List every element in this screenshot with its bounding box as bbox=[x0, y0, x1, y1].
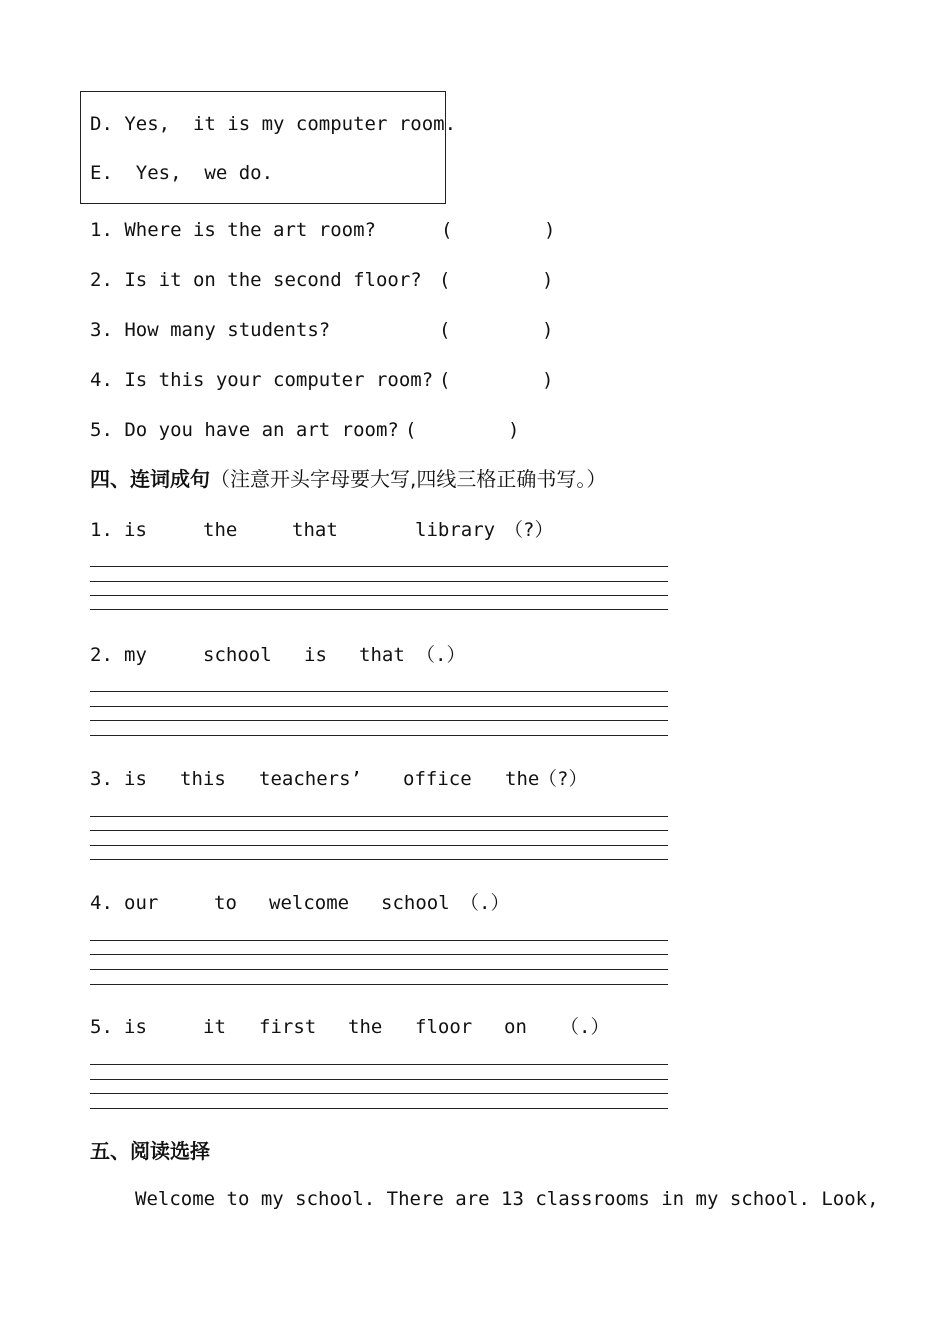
arrange-2-num: 2. bbox=[90, 644, 113, 666]
question-1: 1. Where is the art room? bbox=[90, 219, 376, 241]
arrange-2-word: school bbox=[203, 644, 272, 666]
arrange-2-punct: （.） bbox=[416, 644, 466, 666]
question-5: 5. Do you have an art room? bbox=[90, 419, 399, 441]
arrange-5-punct: （.） bbox=[560, 1016, 610, 1038]
answer-bracket-3[interactable]: ( ) bbox=[439, 319, 554, 341]
arrange-4-word: to bbox=[214, 892, 237, 914]
arrange-4-word: school bbox=[381, 892, 450, 914]
arrange-1-punct: （?） bbox=[504, 519, 554, 541]
question-4: 4. Is this your computer room? bbox=[90, 369, 434, 391]
arrange-4-punct: （.） bbox=[460, 892, 510, 914]
arrange-5-word: it bbox=[203, 1016, 226, 1038]
arrange-4-word: welcome bbox=[269, 892, 350, 914]
arrange-4-num: 4. bbox=[90, 892, 113, 914]
arrange-3-punct: （?） bbox=[538, 768, 588, 790]
arrange-3-word: teachers’ bbox=[259, 768, 362, 790]
answer-bracket-4[interactable]: ( ) bbox=[439, 369, 554, 391]
option-e: E. Yes, we do. bbox=[90, 162, 274, 184]
arrange-3-word: is bbox=[124, 768, 147, 790]
answer-bracket-2[interactable]: ( ) bbox=[439, 269, 554, 291]
arrange-5-num: 5. bbox=[90, 1016, 113, 1038]
section-4-note: （注意开头字母要大写,四线三格正确书写。） bbox=[210, 467, 607, 491]
arrange-1-word: the bbox=[203, 519, 238, 541]
section-5-title: 五、阅读选择 bbox=[90, 1139, 210, 1163]
arrange-3-word: office bbox=[403, 768, 472, 790]
section-4-title: 四、连词成句 bbox=[90, 467, 210, 491]
question-3: 3. How many students? bbox=[90, 319, 331, 341]
arrange-5-word: floor bbox=[415, 1016, 473, 1038]
section-4-heading bbox=[90, 467, 606, 491]
arrange-5-word: first bbox=[259, 1016, 317, 1038]
arrange-1-word: that bbox=[292, 519, 338, 541]
arrange-1-word: is bbox=[124, 519, 147, 541]
arrange-3-word: this bbox=[180, 768, 226, 790]
arrange-3-word: the bbox=[505, 768, 540, 790]
arrange-5-word: is bbox=[124, 1016, 147, 1038]
reading-passage: Welcome to my school. There are 13 classrooms in my school. Look, bbox=[135, 1188, 879, 1210]
arrange-5-word: on bbox=[504, 1016, 527, 1038]
question-2: 2. Is it on the second floor? bbox=[90, 269, 422, 291]
option-d: D. Yes, it is my computer room. bbox=[90, 113, 457, 135]
arrange-4-word: our bbox=[124, 892, 159, 914]
answer-bracket-5[interactable]: ( ) bbox=[405, 419, 520, 441]
arrange-2-word: that bbox=[359, 644, 405, 666]
arrange-2-word: my bbox=[124, 644, 147, 666]
arrange-2-word: is bbox=[304, 644, 327, 666]
arrange-1-word: library bbox=[415, 519, 496, 541]
arrange-3-num: 3. bbox=[90, 768, 113, 790]
arrange-1-num: 1. bbox=[90, 519, 113, 541]
answer-bracket-1[interactable]: ( ) bbox=[441, 219, 556, 241]
arrange-5-word: the bbox=[348, 1016, 383, 1038]
options-box bbox=[80, 91, 446, 204]
